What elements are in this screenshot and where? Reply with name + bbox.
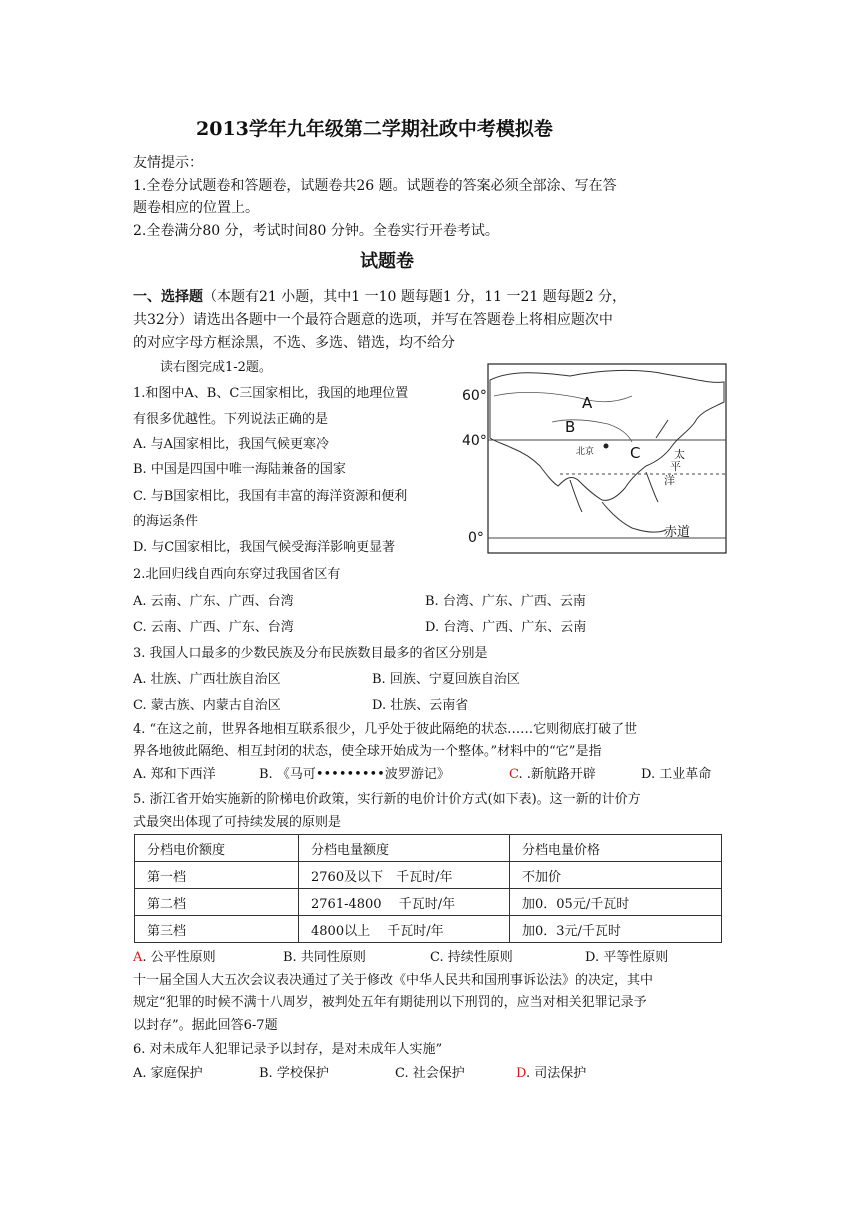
table-cell: 加0．3元/千瓦时 xyxy=(510,916,722,943)
question-1-option-c: C. 与B国家相比，我国有丰富的海洋资源和便利 xyxy=(133,489,408,504)
question-5-option-d: D. 平等性原则 xyxy=(585,950,669,965)
country-b-label: B xyxy=(565,418,576,436)
asia-map xyxy=(460,362,728,555)
equator-label: 赤道 xyxy=(664,525,691,540)
table-row xyxy=(135,862,722,889)
price-table xyxy=(134,834,722,943)
question-6-option-d: D. 司法保护 xyxy=(516,1066,587,1081)
lead-text: 读右图完成1-2题。 xyxy=(160,360,272,375)
answer-mark: D xyxy=(516,1066,526,1081)
pacific-label: 平 xyxy=(670,460,681,473)
question-5-option-a: A. 公平性原则 xyxy=(133,950,216,965)
question-3-option-a: A. 壮族、广西壮族自治区 xyxy=(133,672,281,687)
question-1-option-d: D. 与C国家相比，我国气候受海洋影响更显著 xyxy=(133,540,396,555)
part1-intro-line: 共32分）请选出各题中一个最符合题意的选项，并写在答题卷上将相应题次中 xyxy=(133,312,613,328)
question-1-stem: 有很多优越性。下列说法正确的是 xyxy=(133,412,329,427)
notice-line: 2.全卷满分80 分，考试时间80 分钟。全卷实行开卷考试。 xyxy=(133,223,499,239)
question-3-option-b: B. 回族、宁夏回族自治区 xyxy=(372,672,520,687)
question-5-option-b: B. 共同性原则 xyxy=(283,950,366,965)
answer-mark: C xyxy=(509,767,519,782)
table-cell: 第三档 xyxy=(135,916,299,943)
question-1-option-c: 的海运条件 xyxy=(133,514,199,529)
lat-60-label: 60° xyxy=(462,388,487,404)
section-title: 试题卷 xyxy=(360,251,414,272)
question-4-option-a: A. 郑和下西洋 xyxy=(133,767,216,782)
table-row xyxy=(135,916,722,943)
pacific-label: 洋 xyxy=(664,474,675,487)
beijing-dot xyxy=(604,444,609,449)
answer-mark: A xyxy=(133,950,143,965)
question-6-option-c: C. 社会保护 xyxy=(395,1066,465,1081)
question-2-stem: 2.北回归线自西向东穿过我国省区有 xyxy=(133,567,341,582)
material-line: 以封存”。据此回答6-7题 xyxy=(133,1018,278,1033)
question-3-option-d: D. 壮族、云南省 xyxy=(372,698,469,713)
beijing-label: 北京 xyxy=(576,447,595,457)
question-5-stem: 5. 浙江省开始实施新的阶梯电价政策，实行新的电价计价方式(如下表)。这一新的计价方 xyxy=(133,792,641,807)
page-title: 2013学年九年级第二学期社政中考模拟卷 xyxy=(196,118,553,140)
question-5-stem: 式最突出体现了可持续发展的原则是 xyxy=(133,815,342,830)
table-cell: 2760及以下 千瓦时/年 xyxy=(299,862,510,889)
question-2-option-d: D. 台湾、广西、广东、云南 xyxy=(425,620,587,635)
question-4-stem: 界各地彼此隔绝、相互封闭的状态，使全球开始成为一个整体。”材料中的“它”是指 xyxy=(133,744,602,759)
table-cell: 4800以上 千瓦时/年 xyxy=(299,916,510,943)
question-1-option-b: B. 中国是四国中唯一海陆兼备的国家 xyxy=(133,462,346,477)
material-line: 十一届全国人大五次会议表决通过了关于修改《中华人民共和国刑事诉讼法》的决定，其中 xyxy=(133,973,654,988)
question-2-option-c: C. 云南、广西、广东、台湾 xyxy=(133,620,294,635)
table-cell: 加0．05元/千瓦时 xyxy=(510,889,722,916)
question-4-option-b: B. 《马可•••••••••波罗游记》 xyxy=(259,767,450,782)
question-4-option-c: C. .新航路开辟 xyxy=(509,767,596,782)
part1-intro-line xyxy=(133,287,626,307)
question-3-option-c: C. 蒙古族、内蒙古自治区 xyxy=(133,698,281,713)
notice-line: 1.全卷分试题卷和答题卷，试题卷共26 题。试题卷的答案必须全部涂、写在答 xyxy=(133,178,617,194)
question-2-option-a: A. 云南、广东、广西、台湾 xyxy=(133,594,294,609)
material-line: 规定“犯罪的时候不满十八周岁，被判处五年有期徒刑以下刑罚的，应当对相关犯罪记录予 xyxy=(133,995,647,1010)
notice-label: 友情提示： xyxy=(133,155,203,171)
table-cell: 第二档 xyxy=(135,889,299,916)
lat-40-label: 40° xyxy=(462,433,487,449)
table-header-row xyxy=(135,835,722,862)
country-c-label: C xyxy=(630,444,641,462)
notice-line: 题卷相应的位置上。 xyxy=(133,200,259,216)
question-6-option-a: A. 家庭保护 xyxy=(133,1066,203,1081)
pacific-label: 太 xyxy=(674,448,685,461)
question-6-option-b: B. 学校保护 xyxy=(259,1066,329,1081)
part1-heading: 一、选择题 xyxy=(133,289,203,305)
question-6-stem: 6. 对未成年人犯罪记录予以封存，是对未成年人实施” xyxy=(133,1042,443,1057)
question-1-option-a: A. 与A国家相比，我国气候更寒冷 xyxy=(133,437,330,452)
table-row xyxy=(135,889,722,916)
question-3-stem: 3. 我国人口最多的少数民族及分布民族数目最多的省区分别是 xyxy=(133,646,488,661)
table-header-cell: 分档电价额度 xyxy=(135,835,299,862)
table-header-cell: 分档电量额度 xyxy=(299,835,510,862)
question-4-stem: 4. “在这之前，世界各地相互联系很少，几乎处于彼此隔绝的状态……它则彻底打破了世 xyxy=(133,722,638,737)
lat-0-label: 0° xyxy=(468,530,484,546)
part1-intro-text: （本题有21 小题，其中1 一10 题每题1 分，11 一21 题每题2 分， xyxy=(203,289,627,305)
part1-intro-line: 的对应字母方框涂黑，不选、多选、错选，均不给分 xyxy=(133,335,455,351)
country-a-label: A xyxy=(582,394,593,412)
table-cell: 2761-4800 千瓦时/年 xyxy=(299,889,510,916)
question-5-option-c: C. 持续性原则 xyxy=(430,950,513,965)
table-cell: 不加价 xyxy=(510,862,722,889)
question-1-stem: 1.和图中A、B、C三国家相比，我国的地理位置 xyxy=(133,386,409,401)
question-4-option-d: D. 工业革命 xyxy=(641,767,712,782)
table-cell: 第一档 xyxy=(135,862,299,889)
question-2-option-b: B. 台湾、广东、广西、云南 xyxy=(425,594,586,609)
table-header-cell: 分档电量价格 xyxy=(510,835,722,862)
